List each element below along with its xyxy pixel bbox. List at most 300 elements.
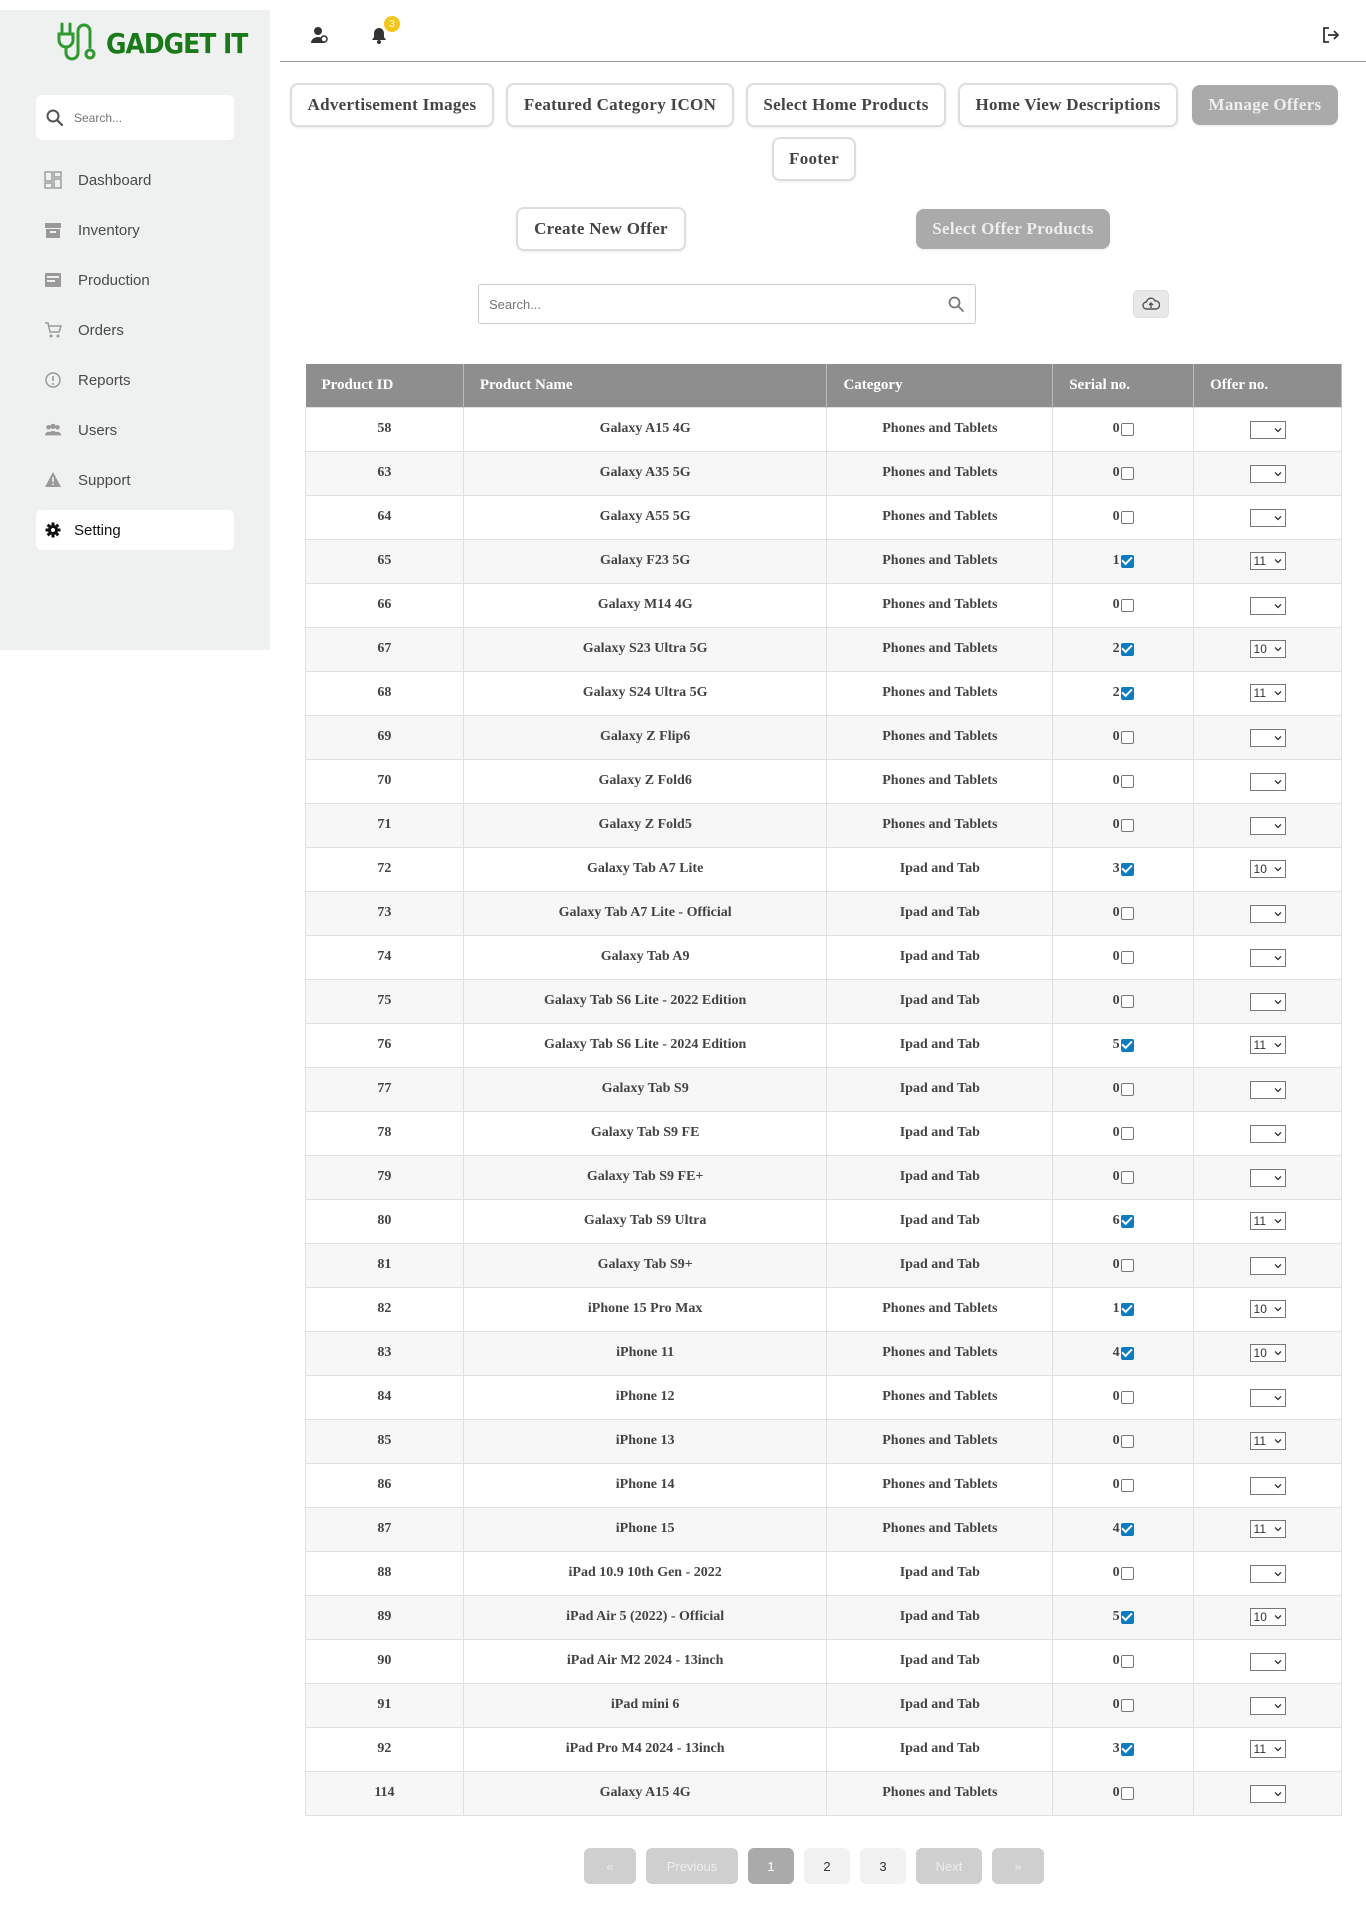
logout-icon[interactable] xyxy=(1320,24,1342,46)
offer-select[interactable] xyxy=(1250,993,1286,1011)
product-id-cell: 91 xyxy=(306,1683,464,1727)
offer-select[interactable] xyxy=(1250,1036,1286,1054)
category-cell: Phones and Tablets xyxy=(827,1287,1053,1331)
pagination-page-2[interactable]: 2 xyxy=(804,1848,850,1884)
product-name-cell: Galaxy Tab S9 FE xyxy=(463,1111,827,1155)
users-icon xyxy=(44,421,62,439)
chevron-down-icon xyxy=(1274,1130,1282,1138)
table-row xyxy=(306,1023,1342,1067)
user-profile-icon[interactable] xyxy=(308,24,330,46)
product-id-cell: 89 xyxy=(306,1595,464,1639)
table-row xyxy=(306,979,1342,1023)
serial-value: 0 xyxy=(1112,817,1120,832)
serial-cell xyxy=(1053,803,1194,847)
serial-value: 0 xyxy=(1112,729,1120,744)
serial-cell xyxy=(1053,1155,1194,1199)
chevron-down-icon xyxy=(1274,1349,1282,1357)
offer-select[interactable] xyxy=(1250,597,1286,615)
offer-cell xyxy=(1194,1155,1342,1199)
chevron-down-icon xyxy=(1274,1086,1282,1094)
select-offer-products-button[interactable]: Select Offer Products xyxy=(916,209,1110,249)
offer-value: 10 xyxy=(1253,642,1267,656)
table-row xyxy=(306,1727,1342,1771)
offer-checkbox[interactable] xyxy=(1121,1611,1134,1624)
product-name-cell: Galaxy Tab A7 Lite - Official xyxy=(463,891,827,935)
table-row xyxy=(306,1463,1342,1507)
chevron-down-icon xyxy=(1274,865,1282,873)
offer-select[interactable] xyxy=(1250,1081,1286,1099)
pagination-page-3[interactable]: 3 xyxy=(860,1848,906,1884)
serial-cell xyxy=(1053,1639,1194,1683)
chevron-down-icon xyxy=(1274,1702,1282,1710)
offer-checkbox[interactable] xyxy=(1121,1787,1134,1800)
product-id-cell: 67 xyxy=(306,627,464,671)
product-id-cell: 75 xyxy=(306,979,464,1023)
chevron-down-icon xyxy=(1274,822,1282,830)
offer-value: 11 xyxy=(1253,1522,1267,1536)
column-header-product-name: Product Name xyxy=(463,364,827,407)
tab-featured-category-icon[interactable]: Featured Category ICON xyxy=(506,83,734,127)
product-id-cell: 90 xyxy=(306,1639,464,1683)
product-name-cell: iPhone 15 Pro Max xyxy=(463,1287,827,1331)
category-cell: Phones and Tablets xyxy=(827,583,1053,627)
product-id-cell: 84 xyxy=(306,1375,464,1419)
serial-value: 0 xyxy=(1112,1785,1120,1800)
chevron-down-icon xyxy=(1274,1041,1282,1049)
offer-checkbox[interactable] xyxy=(1121,1435,1134,1448)
sidebar-item-label: Setting xyxy=(74,521,121,539)
category-cell: Phones and Tablets xyxy=(827,539,1053,583)
offer-select[interactable] xyxy=(1250,1740,1286,1758)
serial-cell xyxy=(1053,1199,1194,1243)
serial-value: 0 xyxy=(1112,1125,1120,1140)
table-row xyxy=(306,671,1342,715)
offer-value: 11 xyxy=(1253,686,1267,700)
offer-select[interactable] xyxy=(1250,421,1286,439)
offer-checkbox[interactable] xyxy=(1121,951,1134,964)
category-cell: Phones and Tablets xyxy=(827,451,1053,495)
offer-checkbox[interactable] xyxy=(1121,423,1134,436)
sidebar-item-inventory[interactable] xyxy=(36,210,234,250)
category-cell: Ipad and Tab xyxy=(827,1155,1053,1199)
serial-value: 0 xyxy=(1112,421,1120,436)
serial-cell xyxy=(1053,1595,1194,1639)
category-cell: Ipad and Tab xyxy=(827,1199,1053,1243)
table-row xyxy=(306,1639,1342,1683)
offer-checkbox[interactable] xyxy=(1121,1567,1134,1580)
chevron-down-icon xyxy=(1274,689,1282,697)
serial-value: 4 xyxy=(1112,1521,1120,1536)
category-cell: Ipad and Tab xyxy=(827,935,1053,979)
product-id-cell: 74 xyxy=(306,935,464,979)
offer-select[interactable] xyxy=(1250,1125,1286,1143)
chevron-down-icon xyxy=(1274,1613,1282,1621)
offer-cell xyxy=(1194,935,1342,979)
sidebar-item-reports[interactable] xyxy=(36,360,234,400)
product-name-cell: Galaxy A55 5G xyxy=(463,495,827,539)
offer-select[interactable] xyxy=(1250,1169,1286,1187)
offer-checkbox[interactable] xyxy=(1121,687,1134,700)
category-cell: Ipad and Tab xyxy=(827,1551,1053,1595)
chevron-down-icon xyxy=(1274,1437,1282,1445)
offer-cell xyxy=(1194,627,1342,671)
offer-checkbox[interactable] xyxy=(1121,1127,1134,1140)
brand-logo[interactable] xyxy=(56,20,247,66)
product-id-cell: 66 xyxy=(306,583,464,627)
offer-checkbox[interactable] xyxy=(1121,1699,1134,1712)
serial-cell xyxy=(1053,1771,1194,1815)
serial-value: 5 xyxy=(1112,1037,1120,1052)
table-row xyxy=(306,627,1342,671)
product-search-input[interactable] xyxy=(489,297,929,312)
chevron-down-icon xyxy=(1274,557,1282,565)
table-row xyxy=(306,1551,1342,1595)
offer-cell xyxy=(1194,1507,1342,1551)
offer-checkbox[interactable] xyxy=(1121,863,1134,876)
product-name-cell: iPhone 14 xyxy=(463,1463,827,1507)
serial-value: 0 xyxy=(1112,1389,1120,1404)
chevron-down-icon xyxy=(1274,514,1282,522)
tab-footer[interactable]: Footer xyxy=(772,137,856,181)
chevron-down-icon xyxy=(1274,602,1282,610)
product-search[interactable] xyxy=(478,284,976,324)
table-row xyxy=(306,451,1342,495)
offer-value: 11 xyxy=(1253,1742,1267,1756)
offer-checkbox[interactable] xyxy=(1121,731,1134,744)
serial-value: 3 xyxy=(1112,861,1120,876)
table-row xyxy=(306,847,1342,891)
info-icon xyxy=(44,371,62,389)
product-name-cell: Galaxy Tab S9 xyxy=(463,1067,827,1111)
chevron-down-icon xyxy=(1274,1482,1282,1490)
sidebar-item-production[interactable] xyxy=(36,260,234,300)
offer-select[interactable] xyxy=(1250,640,1286,658)
offer-checkbox[interactable] xyxy=(1121,1215,1134,1228)
table-row xyxy=(306,583,1342,627)
product-id-cell: 114 xyxy=(306,1771,464,1815)
product-name-cell: iPad Air 5 (2022) - Official xyxy=(463,1595,827,1639)
product-name-cell: iPhone 15 xyxy=(463,1507,827,1551)
offer-checkbox[interactable] xyxy=(1121,1303,1134,1316)
table-row xyxy=(306,1683,1342,1727)
offer-select[interactable] xyxy=(1250,684,1286,702)
offer-checkbox[interactable] xyxy=(1121,599,1134,612)
product-name-cell: iPad Pro M4 2024 - 13inch xyxy=(463,1727,827,1771)
serial-cell xyxy=(1053,847,1194,891)
offer-checkbox[interactable] xyxy=(1121,643,1134,656)
serial-cell xyxy=(1053,935,1194,979)
offer-cell xyxy=(1194,1243,1342,1287)
product-id-cell: 86 xyxy=(306,1463,464,1507)
offer-select[interactable] xyxy=(1250,1697,1286,1715)
serial-value: 0 xyxy=(1112,1257,1120,1272)
tab-advertisement-images[interactable]: Advertisement Images xyxy=(290,83,494,127)
serial-value: 4 xyxy=(1112,1345,1120,1360)
plug-logo-icon xyxy=(56,20,96,66)
search-icon[interactable] xyxy=(947,295,965,313)
product-id-cell: 88 xyxy=(306,1551,464,1595)
product-id-cell: 68 xyxy=(306,671,464,715)
chevron-down-icon xyxy=(1274,1394,1282,1402)
product-id-cell: 65 xyxy=(306,539,464,583)
category-cell: Phones and Tablets xyxy=(827,1507,1053,1551)
offer-select[interactable] xyxy=(1250,552,1286,570)
serial-value: 2 xyxy=(1112,641,1120,656)
category-cell: Ipad and Tab xyxy=(827,1683,1053,1727)
product-name-cell: Galaxy Tab S6 Lite - 2024 Edition xyxy=(463,1023,827,1067)
serial-cell xyxy=(1053,1243,1194,1287)
notification-badge: 3 xyxy=(384,16,400,32)
dashboard-icon xyxy=(44,171,62,189)
serial-value: 0 xyxy=(1112,1433,1120,1448)
product-id-cell: 72 xyxy=(306,847,464,891)
table-row xyxy=(306,1375,1342,1419)
serial-value: 1 xyxy=(1112,1301,1120,1316)
category-cell: Phones and Tablets xyxy=(827,1331,1053,1375)
offer-select[interactable] xyxy=(1250,1212,1286,1230)
offer-checkbox[interactable] xyxy=(1121,1743,1134,1756)
serial-value: 0 xyxy=(1112,509,1120,524)
table-row xyxy=(306,803,1342,847)
offer-select[interactable] xyxy=(1250,1785,1286,1803)
table-row xyxy=(306,1331,1342,1375)
offer-cell xyxy=(1194,1199,1342,1243)
serial-cell xyxy=(1053,1111,1194,1155)
pagination-first-button[interactable]: « xyxy=(584,1848,636,1884)
product-id-cell: 83 xyxy=(306,1331,464,1375)
product-id-cell: 63 xyxy=(306,451,464,495)
offer-select[interactable] xyxy=(1250,1477,1286,1495)
pagination-last-button[interactable]: » xyxy=(992,1848,1044,1884)
product-name-cell: iPhone 11 xyxy=(463,1331,827,1375)
table-row xyxy=(306,891,1342,935)
offer-cell xyxy=(1194,1595,1342,1639)
category-cell: Ipad and Tab xyxy=(827,1595,1053,1639)
upload-button[interactable] xyxy=(1133,290,1169,318)
category-cell: Ipad and Tab xyxy=(827,1727,1053,1771)
offer-checkbox[interactable] xyxy=(1121,775,1134,788)
serial-value: 0 xyxy=(1112,905,1120,920)
serial-value: 1 xyxy=(1112,553,1120,568)
sidebar-item-orders[interactable] xyxy=(36,310,234,350)
chevron-down-icon xyxy=(1274,1525,1282,1533)
offer-checkbox[interactable] xyxy=(1121,819,1134,832)
serial-value: 0 xyxy=(1112,597,1120,612)
sidebar-item-label: Orders xyxy=(78,321,124,339)
chevron-down-icon xyxy=(1274,426,1282,434)
offer-cell xyxy=(1194,1771,1342,1815)
serial-cell xyxy=(1053,715,1194,759)
offer-select[interactable] xyxy=(1250,1432,1286,1450)
offer-checkbox[interactable] xyxy=(1121,1259,1134,1272)
offer-cell xyxy=(1194,583,1342,627)
offer-checkbox[interactable] xyxy=(1121,1479,1134,1492)
category-cell: Phones and Tablets xyxy=(827,1771,1053,1815)
offer-checkbox[interactable] xyxy=(1121,467,1134,480)
offer-checkbox[interactable] xyxy=(1121,1655,1134,1668)
serial-cell xyxy=(1053,1419,1194,1463)
serial-cell xyxy=(1053,1067,1194,1111)
inventory-icon xyxy=(44,221,62,239)
category-cell: Phones and Tablets xyxy=(827,1375,1053,1419)
serial-cell xyxy=(1053,1551,1194,1595)
serial-value: 0 xyxy=(1112,1081,1120,1096)
serial-value: 0 xyxy=(1112,1697,1120,1712)
pagination-next-button[interactable]: Next xyxy=(916,1848,982,1884)
product-name-cell: iPad 10.9 10th Gen - 2022 xyxy=(463,1551,827,1595)
offer-cell xyxy=(1194,1023,1342,1067)
chevron-down-icon xyxy=(1274,1262,1282,1270)
product-id-cell: 70 xyxy=(306,759,464,803)
product-id-cell: 76 xyxy=(306,1023,464,1067)
offer-cell xyxy=(1194,1683,1342,1727)
offer-value: 10 xyxy=(1253,1610,1267,1624)
offer-checkbox[interactable] xyxy=(1121,995,1134,1008)
table-row xyxy=(306,1771,1342,1815)
offer-select[interactable] xyxy=(1250,509,1286,527)
serial-cell xyxy=(1053,1375,1194,1419)
product-name-cell: Galaxy F23 5G xyxy=(463,539,827,583)
sidebar-item-label: Inventory xyxy=(78,221,140,239)
serial-cell xyxy=(1053,583,1194,627)
sidebar-item-users[interactable] xyxy=(36,410,234,450)
products-table xyxy=(305,364,1342,1816)
chevron-down-icon xyxy=(1274,998,1282,1006)
sidebar-item-support[interactable] xyxy=(36,460,234,500)
top-bar xyxy=(280,0,1366,62)
product-id-cell: 82 xyxy=(306,1287,464,1331)
category-cell: Phones and Tablets xyxy=(827,407,1053,451)
offer-select[interactable] xyxy=(1250,1520,1286,1538)
sidebar-item-label: Users xyxy=(78,421,118,439)
serial-cell xyxy=(1053,451,1194,495)
offer-value: 11 xyxy=(1253,1038,1267,1052)
chevron-down-icon xyxy=(1274,1217,1282,1225)
sidebar-item-dashboard[interactable] xyxy=(36,160,234,200)
pagination-previous-button[interactable]: Previous xyxy=(646,1848,738,1884)
serial-cell xyxy=(1053,1023,1194,1067)
offer-cell xyxy=(1194,803,1342,847)
product-name-cell: Galaxy Tab S9 Ultra xyxy=(463,1199,827,1243)
serial-cell xyxy=(1053,407,1194,451)
offer-checkbox[interactable] xyxy=(1121,1171,1134,1184)
serial-cell xyxy=(1053,759,1194,803)
offer-select[interactable] xyxy=(1250,905,1286,923)
category-cell: Phones and Tablets xyxy=(827,1463,1053,1507)
product-id-cell: 69 xyxy=(306,715,464,759)
cloud-upload-icon xyxy=(1142,297,1160,311)
table-row xyxy=(306,1419,1342,1463)
tab-manage-offers[interactable]: Manage Offers xyxy=(1192,85,1338,125)
table-row xyxy=(306,715,1342,759)
offer-select[interactable] xyxy=(1250,1608,1286,1626)
product-id-cell: 81 xyxy=(306,1243,464,1287)
offer-select[interactable] xyxy=(1250,1565,1286,1583)
chevron-down-icon xyxy=(1274,1790,1282,1798)
product-name-cell: Galaxy S23 Ultra 5G xyxy=(463,627,827,671)
column-header-product-id: Product ID xyxy=(306,364,464,407)
offer-checkbox[interactable] xyxy=(1121,1391,1134,1404)
product-id-cell: 73 xyxy=(306,891,464,935)
serial-value: 3 xyxy=(1112,1741,1120,1756)
category-cell: Ipad and Tab xyxy=(827,1111,1053,1155)
table-row xyxy=(306,407,1342,451)
offer-select[interactable] xyxy=(1250,860,1286,878)
table-row xyxy=(306,1287,1342,1331)
offer-select[interactable] xyxy=(1250,1389,1286,1407)
table-row xyxy=(306,1199,1342,1243)
category-cell: Ipad and Tab xyxy=(827,847,1053,891)
serial-value: 2 xyxy=(1112,685,1120,700)
offer-checkbox[interactable] xyxy=(1121,1523,1134,1536)
product-id-cell: 64 xyxy=(306,495,464,539)
offer-cell xyxy=(1194,1067,1342,1111)
product-id-cell: 92 xyxy=(306,1727,464,1771)
serial-cell xyxy=(1053,1331,1194,1375)
sidebar-item-label: Production xyxy=(78,271,150,289)
column-header-offer-no: Offer no. xyxy=(1194,364,1342,407)
product-id-cell: 87 xyxy=(306,1507,464,1551)
offer-cell xyxy=(1194,451,1342,495)
offer-select[interactable] xyxy=(1250,817,1286,835)
cart-icon xyxy=(44,321,62,339)
product-name-cell: Galaxy Tab S6 Lite - 2022 Edition xyxy=(463,979,827,1023)
offer-select[interactable] xyxy=(1250,773,1286,791)
offer-select[interactable] xyxy=(1250,1653,1286,1671)
product-id-cell: 85 xyxy=(306,1419,464,1463)
category-cell: Phones and Tablets xyxy=(827,1419,1053,1463)
category-cell: Phones and Tablets xyxy=(827,495,1053,539)
table-row xyxy=(306,539,1342,583)
offer-select[interactable] xyxy=(1250,729,1286,747)
offer-value: 11 xyxy=(1253,1214,1267,1228)
product-name-cell: Galaxy M14 4G xyxy=(463,583,827,627)
offer-checkbox[interactable] xyxy=(1121,1083,1134,1096)
sidebar-search-input[interactable] xyxy=(74,111,224,125)
production-icon xyxy=(44,271,62,289)
product-name-cell: Galaxy Z Fold5 xyxy=(463,803,827,847)
offer-cell xyxy=(1194,1463,1342,1507)
pagination-page-1[interactable]: 1 xyxy=(748,1848,794,1884)
product-name-cell: Galaxy Tab S9+ xyxy=(463,1243,827,1287)
category-cell: Ipad and Tab xyxy=(827,891,1053,935)
offer-checkbox[interactable] xyxy=(1121,511,1134,524)
offer-select[interactable] xyxy=(1250,465,1286,483)
category-cell: Phones and Tablets xyxy=(827,759,1053,803)
product-name-cell: iPad Air M2 2024 - 13inch xyxy=(463,1639,827,1683)
offer-cell xyxy=(1194,847,1342,891)
tab-home-view-descriptions[interactable]: Home View Descriptions xyxy=(958,83,1178,127)
offer-cell xyxy=(1194,1551,1342,1595)
sidebar-search[interactable] xyxy=(36,95,234,140)
create-new-offer-button[interactable]: Create New Offer xyxy=(516,207,686,251)
sidebar-item-setting[interactable] xyxy=(36,510,234,550)
offer-select[interactable] xyxy=(1250,1344,1286,1362)
tab-select-home-products[interactable]: Select Home Products xyxy=(746,83,946,127)
sidebar-nav xyxy=(36,160,234,560)
chevron-down-icon xyxy=(1274,1570,1282,1578)
offer-select[interactable] xyxy=(1250,1300,1286,1318)
offer-checkbox[interactable] xyxy=(1121,907,1134,920)
serial-value: 0 xyxy=(1112,1565,1120,1580)
offer-cell xyxy=(1194,1375,1342,1419)
offer-checkbox[interactable] xyxy=(1121,1039,1134,1052)
offer-select[interactable] xyxy=(1250,1257,1286,1275)
serial-value: 0 xyxy=(1112,993,1120,1008)
offer-select[interactable] xyxy=(1250,949,1286,967)
offer-checkbox[interactable] xyxy=(1121,555,1134,568)
offer-checkbox[interactable] xyxy=(1121,1347,1134,1360)
